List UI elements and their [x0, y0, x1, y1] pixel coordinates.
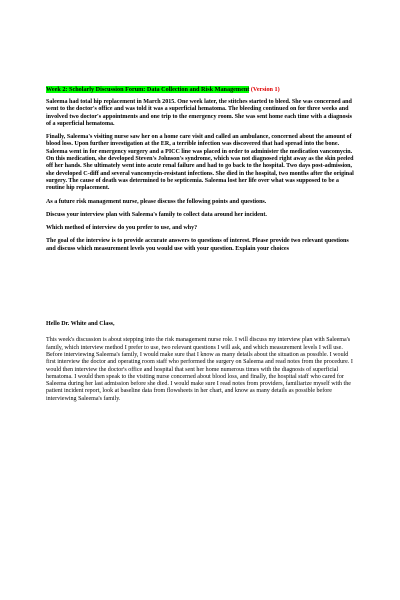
reply-body: This week's discussion is about stepping into the risk management nurse role. I will discuss my interview plan with Saleema's family, which interview method I prefer to use, two relevant questions I will ask, and which measurement levels I will use. Before interviewing Saleema's family, I would make sure that I know as many details about the situation as possible. I would first interview the doctor and operating room staff who performed the surgery on Saleema and read notes from the procedure. I would then interview the doctor's office and hospital that sent her home numerous times with the diagnosis of superficial hematoma. I would then speak to the visiting nurse concerned about blood loss, and finally, the hospital staff who cared for Saleema during her last admission before she died. I would make sure I read notes from providers, familiarize myself with the patient incident report, look at baseline data from flowsheets in her chart, and know as many details as possible before interviewing Saleema's family. — [46, 337, 353, 402]
document-page — [46, 86, 356, 409]
case-paragraph-2: Finally, Saleema's visiting nurse saw her on a home care visit and called an ambulance, concerned about the amount of blood loss. Upon further investigation at the ER, a terrible infection was discovered that had spread into the bone. Saleema went in for emergency surgery and a PICC line was placed in order to administer the medication vancomycin. On this medication, she developed Steven's Johnson's syndrome, which was not diagnosed right away as the skin peeled off her hands. She ultimately went into acute renal failure and had to go back to the hospital. Two days post-admission, she developed C-diff and several vancomycin-resistant infections. She died in the hospital, two months after the original surgery. The cause of death was determined to be septicemia. Saleema lost her life over what was supposed to be a routine hip replacement. — [46, 134, 354, 192]
case-paragraph-6: The goal of the interview is to provide accurate answers to questions of interest. Please provide two relevant questions and discuss which measurement levels you would use with your question. Explain your choices — [46, 238, 349, 252]
assignment-title — [46, 86, 356, 94]
reply-section — [46, 321, 356, 403]
assignment-title-highlighted: Week 2: Scholarly Discussion Forum: Data Collection and Risk Management — [46, 86, 250, 93]
reply-greeting: Hello Dr. White and Class, — [46, 321, 115, 328]
section-spacer — [46, 259, 356, 321]
case-paragraph-1: Saleema had total hip replacement in March 2015. One week later, the stitches started to bleed. She was concerned and went to the doctor's office and was told it was a superficial hematoma. The bleeding continued on for three weeks and involved two doctor's appointments and one trip to the emergency room. She was sent home each time with a diagnosis of a superficial hematoma. — [46, 99, 352, 127]
assignment-version: (Version 1) — [250, 86, 280, 93]
case-paragraph-5: Which method of interview do you prefer to use, and why? — [46, 225, 198, 232]
case-paragraph-4: Discuss your interview plan with Saleema's family to collect data around her incident. — [46, 211, 267, 218]
case-study-section — [46, 99, 356, 253]
case-paragraph-3: As a future risk management nurse, please discuss the following points and questions. — [46, 198, 267, 205]
